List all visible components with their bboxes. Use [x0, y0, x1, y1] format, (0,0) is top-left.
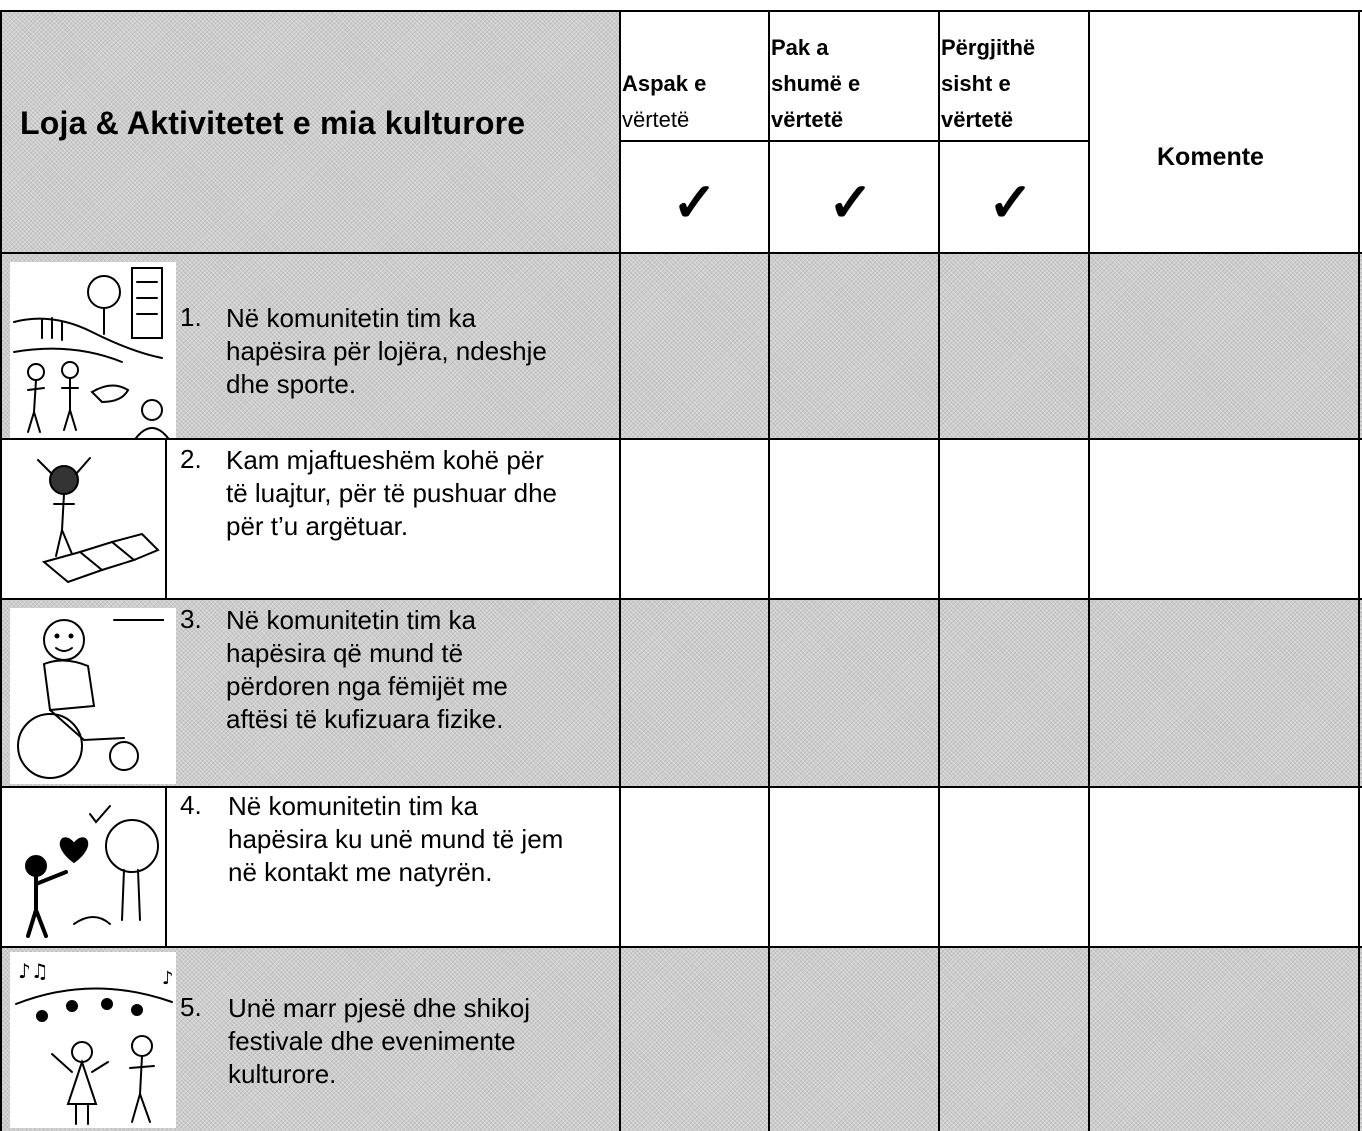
comments-column-header: Komente — [1157, 143, 1264, 171]
row-3-number: 3. — [180, 604, 202, 634]
statement-line: përdoren nga fëmijët me — [226, 671, 508, 701]
statement-line: hapësira ku unë mund të jem — [228, 824, 564, 854]
picture-divider — [165, 788, 167, 946]
children-playing-park-icon — [12, 262, 172, 438]
row-divider — [0, 786, 1362, 788]
children-festival-music-icon — [12, 954, 176, 1128]
column-header-line: Pak a — [771, 35, 829, 60]
row-divider — [0, 438, 1362, 440]
column-header-line: shumë e — [771, 71, 861, 96]
column-header-somewhat-true — [771, 30, 860, 138]
column-header-line: sisht e — [941, 71, 1011, 96]
column-divider — [938, 10, 940, 1131]
row-3-statement — [226, 604, 508, 736]
checkmark-icon: ✓ — [672, 173, 718, 233]
svg-text:♪♫: ♪♫ — [18, 959, 49, 983]
checkmark-icon: ✓ — [828, 173, 874, 233]
statement-line: në kontakt me natyrën. — [228, 857, 493, 887]
column-header-line: Aspak e — [622, 71, 707, 96]
row-5-bg — [0, 946, 1362, 1131]
page-title: Loja & Aktivitetet e mia kulturore — [20, 105, 526, 141]
statement-line: Në komunitetin tim ka — [226, 605, 476, 635]
row-5-number: 5. — [180, 992, 202, 1022]
column-header-line: Përgjithë — [941, 35, 1036, 60]
row-2-number: 2. — [180, 444, 202, 474]
statement-line: Në komunitetin tim ka — [226, 303, 476, 333]
child-hopscotch-icon — [14, 444, 162, 596]
column-divider — [1088, 10, 1090, 1131]
statement-line: Unë marr pjesë dhe shikoj — [228, 993, 531, 1023]
column-header-not-true — [622, 66, 706, 138]
statement-line: kulturore. — [228, 1059, 337, 1089]
row-4-number: 4. — [180, 790, 202, 820]
statement-line: festivale dhe evenimente — [228, 1026, 516, 1056]
statement-line: Kam mjaftueshëm kohë për — [226, 445, 544, 475]
row-3-bg — [0, 600, 1362, 786]
child-nature-tree-icon — [14, 800, 164, 946]
column-header-line: vërtetë — [771, 107, 844, 132]
column-header-line: vërtetë — [622, 107, 690, 132]
row-divider — [0, 598, 1362, 600]
row-divider — [0, 946, 1362, 948]
column-header-generally-true — [941, 30, 1035, 138]
row-divider — [0, 252, 1362, 254]
picture-divider — [165, 440, 167, 598]
svg-text:♪: ♪ — [162, 968, 174, 989]
statement-line: të luajtur, për të pushuar dhe — [226, 478, 558, 508]
table-top-border — [0, 10, 1362, 12]
checkmark-icon: ✓ — [988, 173, 1034, 233]
row-1-bg — [0, 252, 1362, 438]
column-header-line: vërtetë — [941, 107, 1014, 132]
row-1-number: 1. — [180, 302, 202, 332]
table-right-border — [1358, 10, 1360, 1131]
row-5-statement — [228, 992, 530, 1091]
statement-line: dhe sporte. — [226, 369, 357, 399]
child-wheelchair-icon — [14, 610, 164, 784]
column-divider — [768, 10, 770, 1131]
column-divider — [619, 10, 621, 1131]
statement-line: hapësira për lojëra, ndeshje — [226, 336, 547, 366]
row-2-statement — [226, 444, 557, 543]
header-divider — [620, 140, 1088, 142]
table-left-border — [0, 10, 2, 1131]
row-1-statement — [226, 302, 547, 401]
statement-line: Në komunitetin tim ka — [228, 791, 478, 821]
row-4-statement — [228, 790, 563, 889]
statement-line: aftësi të kufizuara fizike. — [226, 704, 504, 734]
statement-line: për t’u argëtuar. — [226, 511, 409, 541]
statement-line: hapësira që mund të — [226, 638, 464, 668]
